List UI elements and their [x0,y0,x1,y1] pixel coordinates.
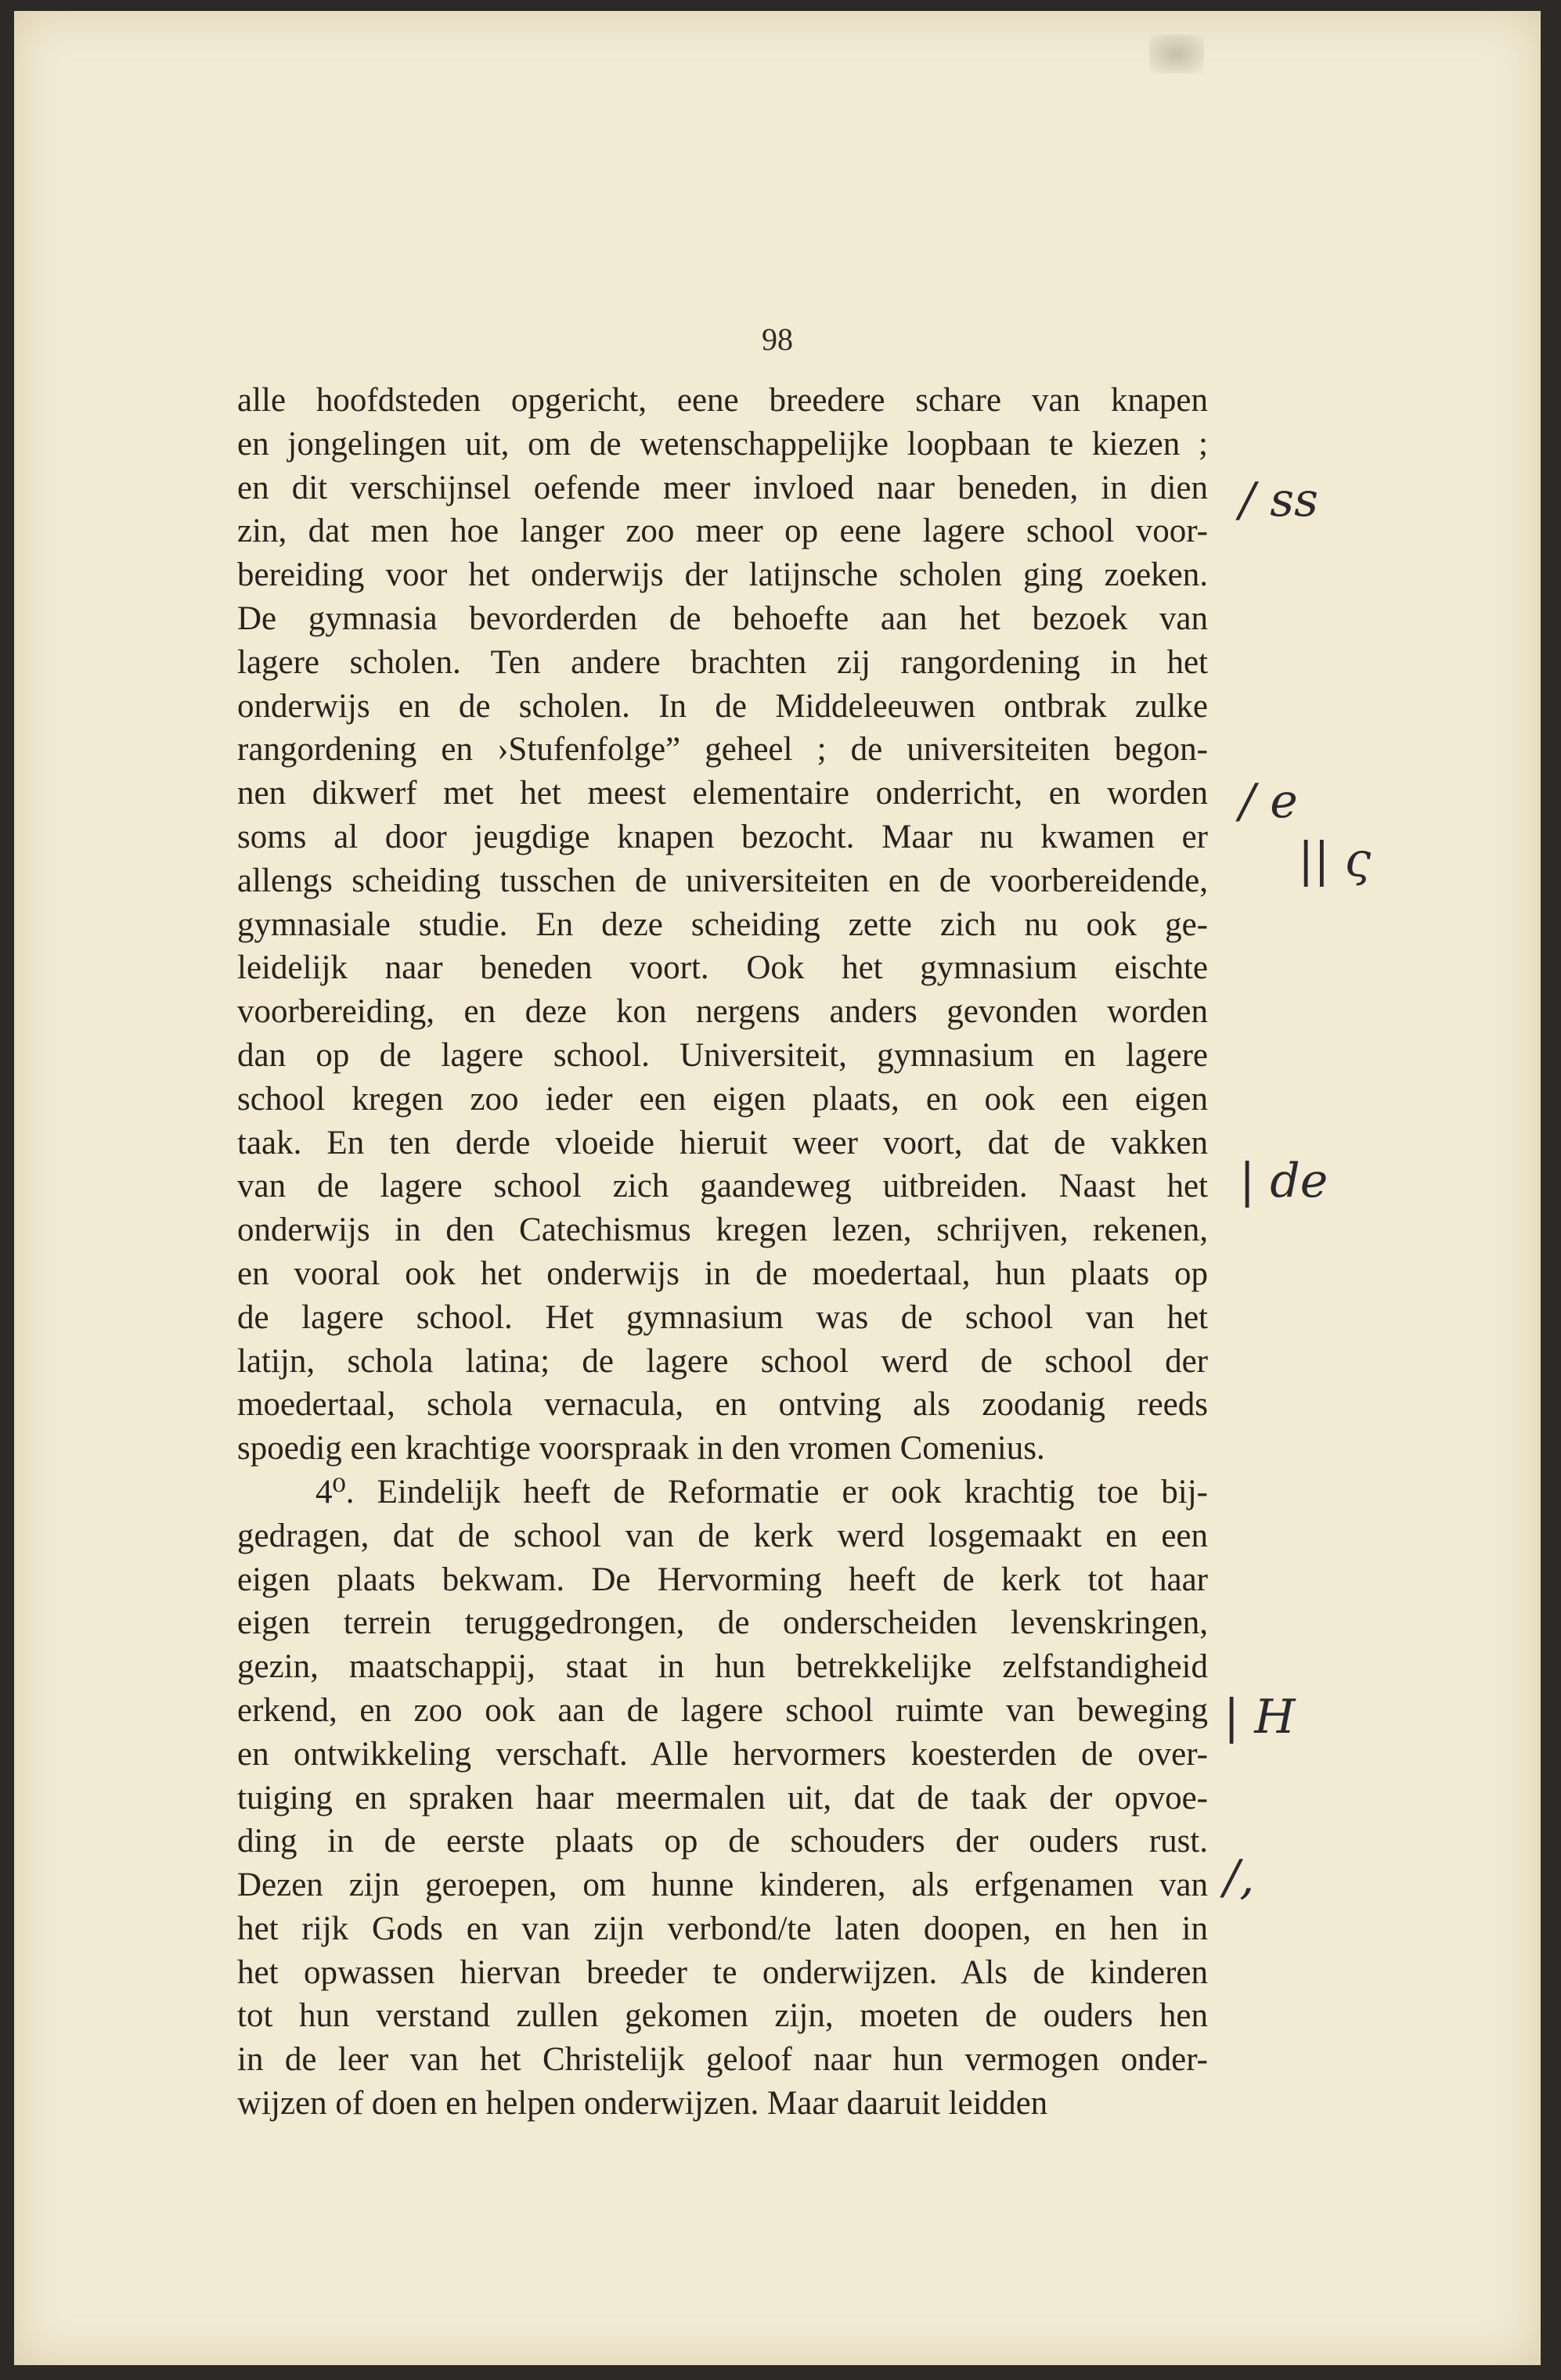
text-line: voorbereiding, en deze kon nergens anders gevonden worden [237,993,1208,1031]
text-line: tuiging en spraken haar meermalen uit, dat de taak der opvoe- [237,1779,1208,1817]
text-line: tot hun verstand zullen gekomen zijn, moeten de ouders hen [237,1997,1208,2035]
text-line: eigen plaats bekwam. De Hervorming heeft de kerk tot haar [237,1561,1208,1598]
text-line: gedragen, dat de school van de kerk werd losgemaakt en een [237,1517,1208,1554]
text-line: spoedig een krachtige voorspraak in den vromen Comenius. [237,1430,1045,1467]
margin-note: / e [1239,774,1298,829]
text-line: het rijk Gods en van zijn verbond/te laten doopen, en hen in [237,1910,1208,1947]
text-line: erkend, en zoo ook aan de lagere school ruimte van beweging [237,1691,1208,1729]
paragraph-1 [237,379,1208,1471]
margin-note: | de [1239,1154,1328,1208]
text-line: gezin, maatschappij, staat in hun betrekkelijke zelfstandigheid [237,1648,1208,1686]
text-line: en vooral ook het onderwijs in de moedertaal, hun plaats op [237,1255,1208,1292]
text-line: onderwijs en de scholen. In de Middeleeuwen ontbrak zulke [237,687,1208,725]
margin-note: || ς [1298,833,1372,888]
margin-note: /, [1224,1850,1255,1905]
text-line: taak. En ten derde vloeide hieruit weer voort, dat de vakken [237,1124,1208,1161]
text-line: en jongelingen uit, om de wetenschappelijke loopbaan te kiezen ; [237,425,1208,463]
text-line: de lagere school. Het gymnasium was de school van het [237,1298,1208,1336]
text-line: gymnasiale studie. En deze scheiding zette zich nu ook ge- [237,906,1208,943]
text-line: dan op de lagere school. Universiteit, gymnasium en lagere [237,1036,1208,1074]
text-line: rangordening en ›Stufenfolge” geheel ; de universiteiten begon- [237,731,1208,769]
text-line: en dit verschijnsel oefende meer invloed naar beneden, in dien [237,469,1208,506]
text-line: in de leer van het Christelijk geloof naar hun vermogen onder- [237,2041,1208,2079]
text-line: Dezen zijn geroepen, om hunne kinderen, als erfgenamen van [237,1867,1208,1904]
text-line: eigen terrein teruggedrongen, de onderscheiden levenskringen, [237,1604,1208,1642]
text-line: onderwijs in den Catechismus kregen lezen, schrijven, rekenen, [237,1212,1208,1249]
text-line: 4⁰. Eindelijk heeft de Reformatie er ook krachtig toe bij- [315,1473,1208,1510]
text-line: en ontwikkeling verschaft. Alle hervormers koesterden de over- [237,1735,1208,1773]
text-line: ding in de eerste plaats op de schouders der ouders rust. [237,1823,1208,1860]
text-line: moedertaal, schola vernacula, en ontving als zoodanig reeds [237,1386,1208,1424]
paragraph-2 [237,1471,1208,2126]
text-line: alle hoofdsteden opgericht, eene breedere schare van knapen [237,382,1208,419]
book-page [14,11,1541,2365]
margin-note: / ss [1239,473,1318,527]
text-line: lagere scholen. Ten andere brachten zij rangordening in het [237,643,1208,681]
text-line: bereiding voor het onderwijs der latijnsche scholen ging zoeken. [237,556,1208,594]
margin-note: | H [1224,1690,1296,1744]
page-number: 98 [762,322,793,357]
page-stain [1149,34,1204,74]
body-text [237,379,1208,2126]
text-line: nen dikwerf met het meest elementaire onderricht, en worden [237,775,1208,812]
text-line: leidelijk naar beneden voort. Ook het gymnasium eischte [237,949,1208,987]
text-line: latijn, schola latina; de lagere school werd de school der [237,1342,1208,1380]
text-line: De gymnasia bevorderden de behoefte aan het bezoek van [237,600,1208,637]
text-line: school kregen zoo ieder een eigen plaats, en ook een eigen [237,1080,1208,1118]
text-line: het opwassen hiervan breeder te onderwijzen. Als de kinderen [237,1953,1208,1991]
text-line: zin, dat men hoe langer zoo meer op eene lagere school voor- [237,513,1208,550]
text-line: allengs scheiding tusschen de universiteiten en de voorbereidende, [237,862,1208,899]
text-line: soms al door jeugdige knapen bezocht. Maar nu kwamen er [237,818,1208,855]
text-line: van de lagere school zich gaandeweg uitbreiden. Naast het [237,1168,1208,1205]
text-line: wijzen of doen en helpen onderwijzen. Maar daaruit leidden [237,2085,1048,2123]
